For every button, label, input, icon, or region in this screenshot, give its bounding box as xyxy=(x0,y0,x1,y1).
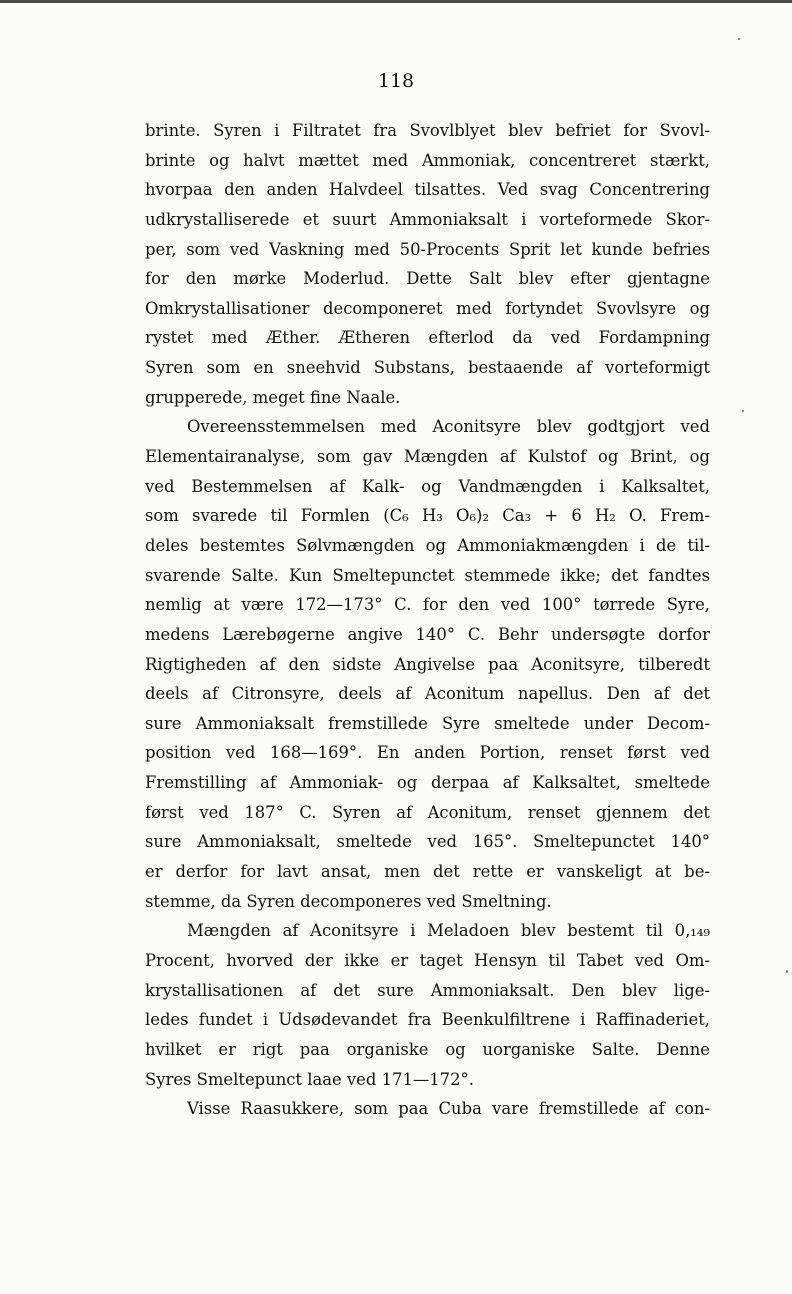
scan-top-edge xyxy=(0,0,792,3)
text-line: grupperede, meget fine Naale. xyxy=(145,387,401,407)
text-line: ledes fundet i Udsødevandet fra Beenkulfiltrene i Raffinaderiet, xyxy=(145,1010,710,1030)
text-line: per, som ved Vaskning med 50-Procents Sprit let kunde befries xyxy=(145,239,710,259)
text-line: Mængden af Aconitsyre i Meladoen blev bestemt til 0,₁₄₉ xyxy=(187,921,710,941)
text-line: udkrystalliserede et suurt Ammoniaksalt i vorteformede Skor- xyxy=(145,209,710,229)
text-line: brinte. Syren i Filtratet fra Svovlblyet blev befriet for Svovl- xyxy=(145,121,710,140)
text-line: Elementairanalyse, som gav Mængden af Kulstof og Brint, og xyxy=(145,447,710,467)
text-line: medens Lærebøgerne angive 140° C. Behr undersøgte dorfor xyxy=(145,624,710,644)
page-number: 118 xyxy=(377,70,415,92)
text-line: ved Bestemmelsen af Kalk- og Vandmængden i Kalksaltet, xyxy=(145,476,710,496)
text-line: for den mørke Moderlud. Dette Salt blev efter gjentagne xyxy=(145,269,710,289)
text-line: position ved 168—169°. En anden Portion, renset først ved xyxy=(145,743,710,763)
text-line: Overeensstemmelsen med Aconitsyre blev godtgjort ved xyxy=(187,417,710,437)
text-line: først ved 187° C. Syren af Aconitum, renset gjennem det xyxy=(145,802,710,822)
text-line: rystet med Æther. Ætheren efterlod da ved Fordampning xyxy=(145,328,710,348)
text-line: som svarede til Formlen (C₆ H₃ O₆)₂ Ca₃ + 6 H₂ O. Frem- xyxy=(145,506,710,526)
text-line: svarende Salte. Kun Smeltepunctet stemmede ikke; det fandtes xyxy=(145,565,710,585)
text-line: Syres Smeltepunct laae ved 171—172°. xyxy=(145,1069,474,1089)
text-line: deels af Citronsyre, deels af Aconitum napellus. Den af det xyxy=(145,684,710,704)
text-line: stemme, da Syren decomponeres ved Smeltning. xyxy=(145,891,552,911)
text-line: er derfor for lavt ansat, men det rette er vanskeligt at be- xyxy=(145,862,710,882)
text-line: nemlig at være 172—173° C. for den ved 100° tørrede Syre, xyxy=(145,595,710,615)
scan-speck xyxy=(786,970,788,973)
text-line: Syren som en sneehvid Substans, bestaaende af vorteformigt xyxy=(145,358,710,378)
text-line: hvilket er rigt paa organiske og uorganiske Salte. Denne xyxy=(145,1039,710,1059)
body-text xyxy=(145,116,710,1124)
text-line: Visse Raasukkere, som paa Cuba vare fremstillede af con- xyxy=(187,1099,710,1119)
text-line: Omkrystallisationer decomponeret med fortyndet Svovlsyre og xyxy=(145,298,710,318)
scan-speck xyxy=(738,38,740,40)
text-line: sure Ammoniaksalt, smeltede ved 165°. Smeltepunctet 140° xyxy=(145,832,710,852)
scan-speck xyxy=(742,410,744,412)
text-line: sure Ammoniaksalt fremstillede Syre smeltede under Decom- xyxy=(145,713,710,733)
text-line: Rigtigheden af den sidste Angivelse paa Aconitsyre, tilberedt xyxy=(145,654,710,674)
text-line: Procent, hvorved der ikke er taget Hensyn til Tabet ved Om- xyxy=(145,950,710,970)
text-line: hvorpaa den anden Halvdeel tilsattes. Ved svag Concentrering xyxy=(145,180,710,200)
text-line: brinte og halvt mættet med Ammoniak, concentreret stærkt, xyxy=(145,150,710,170)
text-line: krystallisationen af det sure Ammoniaksalt. Den blev lige- xyxy=(145,980,710,1000)
text-line: deles bestemtes Sølvmængden og Ammoniakmængden i de til- xyxy=(145,535,710,555)
text-line: Fremstilling af Ammoniak- og derpaa af Kalksaltet, smeltede xyxy=(145,773,710,793)
